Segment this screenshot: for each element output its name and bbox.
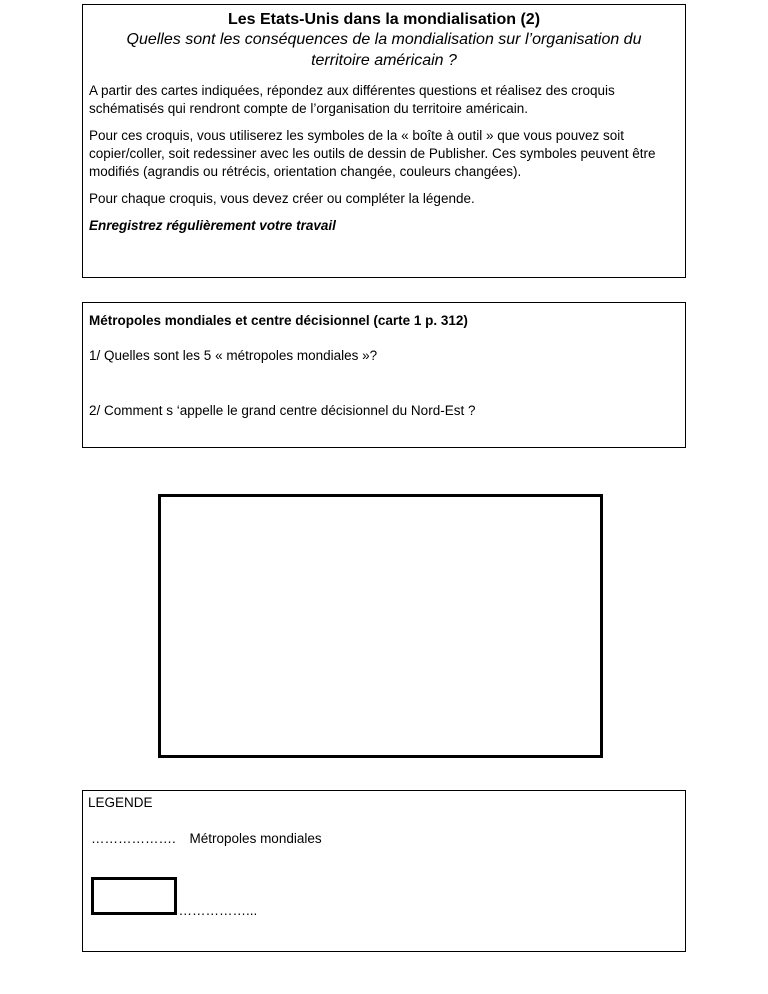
page-subtitle: Quelles sont les conséquences de la mondialisation sur l’organisation du territoire américain ? [126, 31, 642, 69]
instruction-paragraph-3: Pour chaque croquis, vous devez créer ou compléter la légende. [89, 191, 475, 206]
intro-box [82, 4, 686, 278]
instruction-paragraph-1: A partir des cartes indiquées, répondez aux différentes questions et réalisez des croquis schématisés qui rendront compte de l’organisation du territoire américain. [89, 83, 615, 116]
legend-box [82, 790, 686, 952]
page-title: Les Etats-Unis dans la mondialisation (2) [227, 11, 541, 28]
legend-row-metropoles [91, 831, 322, 846]
legend-label-metropoles: Métropoles mondiales [189, 831, 322, 846]
legend-dots-2[interactable]: …………………………... [111, 903, 258, 918]
map-drawing-area[interactable] [158, 494, 603, 758]
questions-box [82, 302, 686, 448]
legend-title: LEGENDE [88, 795, 153, 810]
questions-title: Métropoles mondiales et centre décisionnel (carte 1 p. 312) [89, 313, 468, 328]
instruction-paragraph-2: Pour ces croquis, vous utiliserez les symboles de la « boîte à outil » que vous pouvez soit copier/coller, soit redessiner avec les outils de dessin de Publisher. Ces symboles peuvent être modifiés (agrandis ou rétrécis, orientation changée, couleurs changées). [89, 128, 656, 179]
legend-dots-1[interactable]: ………………. [91, 831, 176, 846]
question-1: 1/ Quelles sont les 5 « métropoles mondiales »? [89, 348, 378, 363]
question-2: 2/ Comment s ‘appelle le grand centre décisionnel du Nord-Est ? [89, 403, 476, 418]
save-reminder: Enregistrez régulièrement votre travail [89, 218, 336, 233]
